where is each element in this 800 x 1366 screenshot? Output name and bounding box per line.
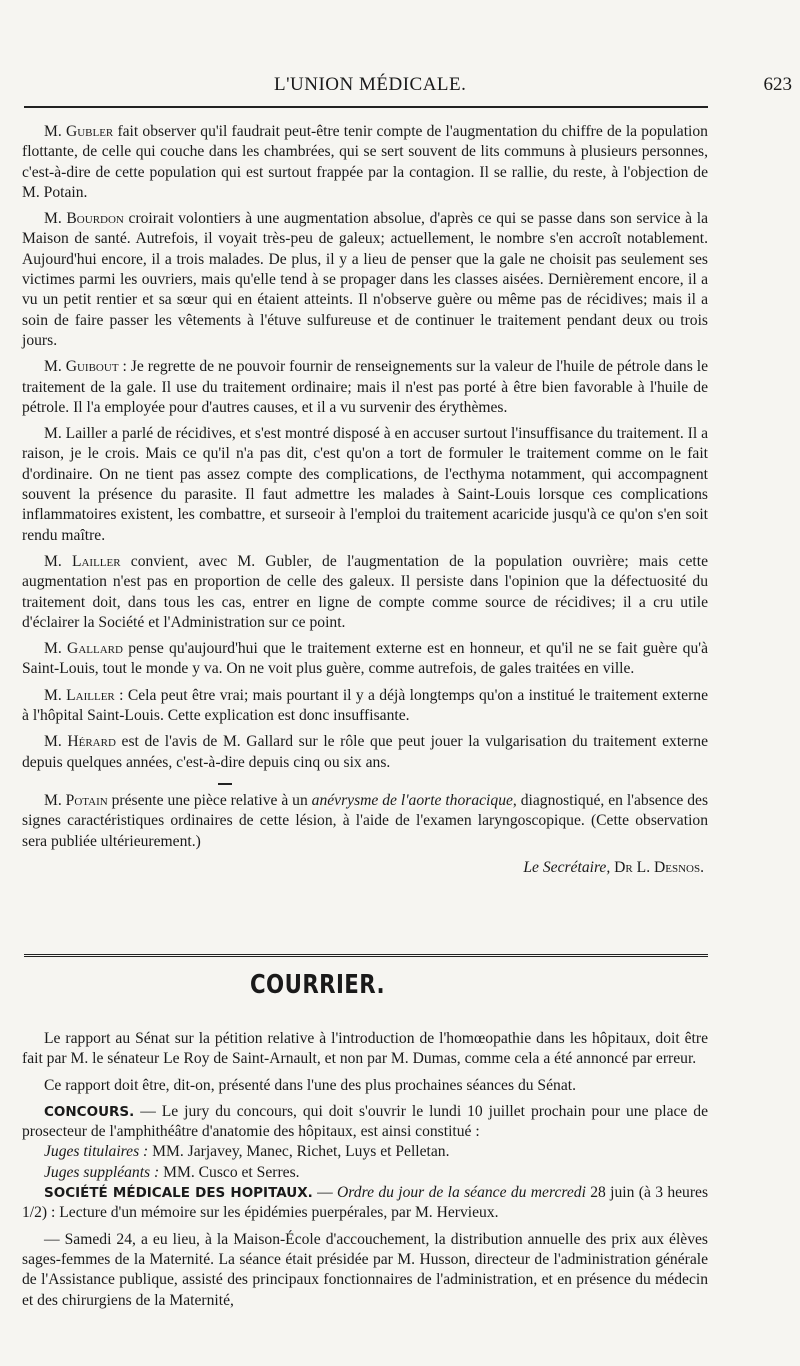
paragraph-lailler-2	[22, 552, 708, 633]
jury-label: Juges suppléants :	[44, 1163, 160, 1181]
speaker-name: M. Lailler	[44, 552, 121, 570]
paragraph-text: 28 juin (à 3 heures 1/2) : Lecture d'un mémoire sur les épidémies puerpérales, par M. Hervieux.	[22, 1184, 709, 1222]
jury-titulaires	[22, 1142, 708, 1162]
section-title-courrier: COURRIER.	[250, 970, 386, 1000]
paragraph-text: , diagnostiqué, en l'absence des signes caractéristiques ordinaires de cette lésion, à l'aide de l'examen laryngoscopique. (Cette observation sera publiée ultérieurement.)	[22, 791, 709, 850]
paragraph-potain	[22, 791, 708, 852]
paragraph-guibout	[22, 357, 708, 418]
signature	[22, 858, 708, 878]
keyword-societe: SOCIÉTÉ MÉDICALE DES HOPITAUX.	[44, 1185, 313, 1202]
paragraph-text: présente une pièce relative à un	[107, 791, 312, 809]
jury-members: MM. Jarjavey, Manec, Richet, Luys et Pelletan.	[148, 1143, 450, 1161]
paragraph-rapport-seance: Ce rapport doit être, dit-on, présenté dans l'une des plus prochaines séances du Sénat.	[44, 1076, 576, 1094]
paragraph-text: — Le jury du concours, qui doit s'ouvrir le lundi 10 juillet prochain pour une place de prosecteur de l'amphithéâtre d'anatomie des hôpitaux, est ainsi constitué :	[22, 1102, 708, 1141]
jury-members: MM. Cusco et Serres.	[159, 1163, 300, 1181]
dash: —	[312, 1184, 338, 1202]
paragraph-lailler-3	[22, 686, 708, 727]
paragraph-text: est de l'avis de M. Gallard sur le rôle que peut jouer la vulgarisation du traitement externe depuis quelques années, c'est-à-dire depuis cinq ou six ans.	[22, 733, 708, 771]
paragraph-lailler-1	[22, 424, 708, 546]
speaker-name: M. Hérard	[44, 733, 116, 751]
jury-label: Juges titulaires :	[44, 1143, 149, 1161]
signature-name: Dr L. Desnos.	[614, 858, 704, 876]
signature-role: Le Secrétaire,	[523, 858, 611, 876]
paragraph-text: : Je regrette de ne pouvoir fournir de renseignements sur la valeur de l'huile de pétrole dans le traitement de la gale. Il use du traitement ordinaire; mais il n'est pas porté à être bien favorable à l'huile de pétrole. Il l'a employée pour d'autres causes, et il a vu survenir des érythèmes.	[22, 358, 708, 416]
section-rule	[24, 954, 708, 959]
italic-order: Ordre du jour de la séance du mercredi	[337, 1184, 586, 1202]
paragraph-maternite: — Samedi 24, a eu lieu, à la Maison-École d'accouchement, la distribution annuelle des prix aux élèves sages-femmes de la Maternité. La séance était présidée par M. Husson, directeur de l'administration générale de l'Assistance publique, assisté des principaux fonctionnaires de l'administration, et en présence du médecin et des chirurgiens de la Maternité,	[22, 1230, 708, 1309]
keyword-concours: CONCOURS.	[44, 1103, 135, 1120]
section-separator	[218, 783, 232, 785]
paragraph-rapport-senat: Le rapport au Sénat sur la pétition relative à l'introduction de l'homœopathie dans les hôpitaux, doit être fait par M. le sénateur Le Roy de Saint-Arnault, et non par M. Dumas, comme cela a été annoncé par erreur.	[22, 1030, 708, 1068]
paragraph-text: a parlé de récidives, et s'est montré disposé à en accuser surtout l'insuffisance du traitement. Il a raison, je le crois. Mais ce qu'il n'a pas dit, c'est qu'on a tort de formuler le traitement comme on le fait d'ordinaire. On ne tient pas assez compte des complications, de l'ecthyma notamment, qui accompagnent souvent la présence du parasite. Il faut admettre les malades à Saint-Louis lorsque ces complications inflammatoires existent, les combattre, et surseoir à l'emploi du traitement acaricide jusqu'à ce qu'on s'en soit rendu maître.	[22, 425, 708, 544]
paragraph-text: fait observer qu'il faudrait peut-être tenir compte de l'augmentation du chiffre de la population flottante, de celle qui couche dans les chambrées, qui se sert souvent de lits communs à plusieurs personnes, c'est-à-dire de cette population qui est surtout frappée par la contagion. Il se rallie, du reste, à l'objection de M. Potain.	[22, 123, 708, 201]
paragraph-gallard	[22, 639, 708, 680]
speaker-name: M. Potain	[44, 791, 108, 809]
courrier-section	[22, 1029, 708, 1317]
paragraph-concours	[22, 1102, 708, 1143]
paragraph-text: : Cela peut être vrai; mais pourtant il y a déjà longtemps qu'on a institué le traitement externe à l'hôpital Saint-Louis. Cette explication est donc insuffisante.	[22, 686, 708, 725]
page-header	[24, 74, 792, 96]
paragraph-text: croirait volontiers à une augmentation absolue, d'après ce qui se passe dans son service à la Maison de santé. Autrefois, il voyait très-peu de galeux; actuellement, le nombre s'en accroît notablement. Aujourd'hui encore, il a trois malades. De plus, il y a lieu de penser que la gale ne choisit pas seulement ses victimes parmi les ouvriers, mais qu'elle tend à se propager dans les classes aisées. Dernièrement encore, il a vu un petit rentier et sa sœur qui en étaient atteints. Il n'observe guère ou même pas de récidives; mais il a soin de faire passer les vêtements à l'étuve sulfureuse et de continuer le traitement pendant deux ou trois jours.	[22, 210, 708, 349]
paragraph-societe-medicale	[22, 1183, 708, 1224]
paragraph-herard	[22, 732, 708, 773]
speaker-name: M. Guibout	[44, 358, 119, 376]
paragraph-text: pense qu'aujourd'hui que le traitement externe est en honneur, et qu'il ne se fait guère qu'à Saint-Louis, tout le monde y va. On ne voit plus guère, comme autrefois, de gales traitées en ville.	[22, 640, 708, 678]
speaker-name: M. Lailler	[44, 686, 115, 704]
page-number: 623	[763, 74, 792, 95]
jury-suppleants	[22, 1163, 708, 1183]
speaker-name: M. Gubler	[44, 123, 114, 140]
header-rule	[24, 106, 708, 108]
speaker-name: M. Gallard	[44, 640, 123, 658]
paragraph-gubler	[22, 122, 708, 203]
italic-term: anévrysme de l'aorte thoracique	[311, 791, 513, 809]
paragraph-bourdon	[22, 209, 708, 351]
speaker-name: M. Bourdon	[44, 210, 124, 228]
paragraph-text: convient, avec M. Gubler, de l'augmentation de la population ouvrière; mais cette augmentation n'est pas en proportion de celle des galeux. Il persiste dans l'opinion que la défectuosité du traitement doit, dans tous les cas, entrer en ligne de compte comme source de récidives; il a cru utile d'éclairer la Société et l'Administration sur ce point.	[22, 552, 708, 631]
running-title: L'UNION MÉDICALE.	[274, 74, 467, 95]
speaker-name: M. Lailler	[44, 425, 108, 443]
society-discussion	[22, 122, 708, 878]
